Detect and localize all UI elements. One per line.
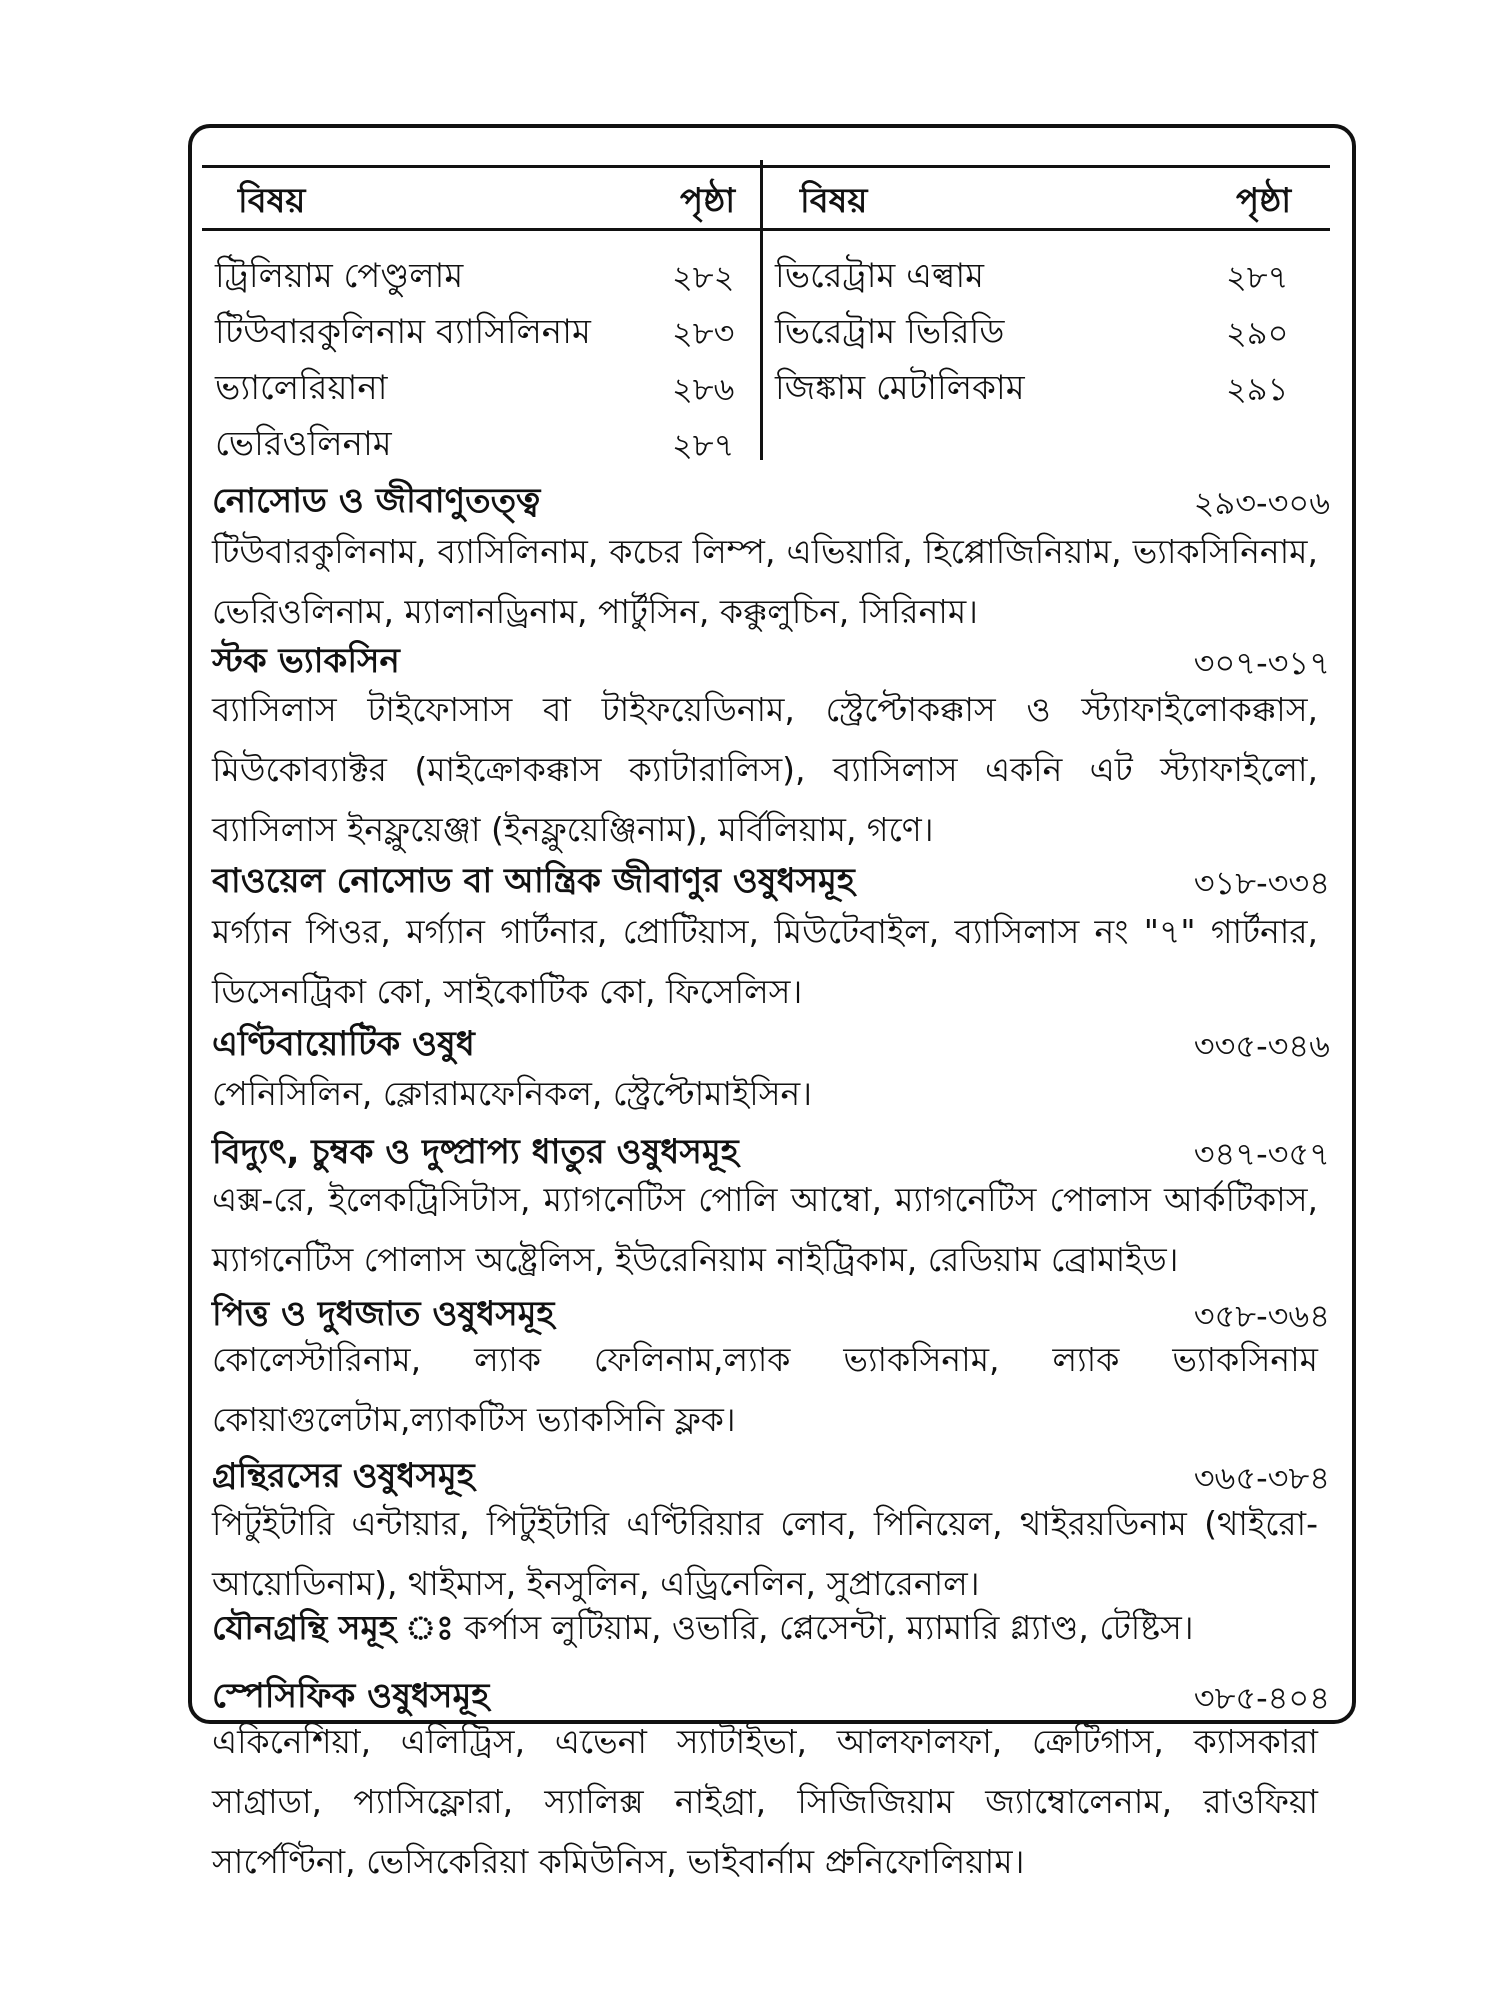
- toc-item-name: টিউবারকুলিনাম ব্যাসিলিনাম: [215, 312, 591, 352]
- section-title: পিত্ত ও দুধজাত ওষুধসমূহ: [212, 1294, 555, 1334]
- section-page-range: ৩১৮-৩৩৪: [1193, 864, 1330, 902]
- section-body: কোলেস্টারিনাম, ল্যাক ফেলিনাম,ল্যাক ভ্যাকসিনাম, ল্যাক ভ্যাকসিনাম কোয়াগুলেটাম,ল্যাকটিস ভ্যাকসিনি ফ্লক।: [212, 1340, 1318, 1439]
- section-body: পিটুইটারি এন্টায়ার, পিটুইটারি এণ্টিরিয়ার লোব, পিনিয়েল, থাইরয়ডিনাম (থাইরো-আয়োডিনাম), থাইমাস, ইনসুলিন, এড্রিনেলিন, সুপ্রারেনাল।: [212, 1504, 1318, 1603]
- section-page-range: ৩০৭-৩১৭: [1193, 644, 1330, 682]
- section-body: একিনেশিয়া, এলিট্রিস, এভেনা স্যাটাইভা, আলফালফা, ক্রেটিগাস, ক্যাসকারা সাগ্রাডা, প্যাসিফ্লোরা, স্যালিক্স নাইগ্রা, সিজিজিয়াম জ্যাম্বোলেনাম, রাওফিয়া সার্পেণ্টিনা, ভেসিকেরিয়া কমিউনিস, ভাইবার্নাম প্রুনিফোলিয়াম।: [212, 1722, 1318, 1881]
- toc-item-page: ২৮৭: [672, 426, 735, 464]
- section-body: ব্যাসিলাস টাইফোসাস বা টাইফয়েডিনাম, স্ট্রেপ্টোকক্কাস ও স্ট্যাফাইলোকক্কাস, মিউকোব্যাক্টর (মাইক্রোকক্কাস ক্যাটারালিস), ব্যাসিলাস একনি এট স্ট্যাফাইলো, ব্যাসিলাস ইনফ্লুয়েঞ্জা (ইনফ্লুয়েঞ্জিনাম), মর্বিলিয়াম, গণে।: [212, 690, 1318, 849]
- section-page-range: ৩৬৫-৩৮৪: [1193, 1459, 1330, 1497]
- section-title: নোসোড ও জীবাণুতত্ত্ব: [212, 481, 541, 521]
- toc-item-page: ২৮২: [672, 258, 735, 296]
- section-page-range: ৩৫৮-৩৬৪: [1193, 1297, 1330, 1335]
- toc-subject-header-left: বিষয়: [238, 181, 306, 221]
- toc-item-name: ভিরেট্রাম ভিরিডি: [775, 312, 1005, 352]
- gonad-body: কর্পাস লুটিয়াম, ওভারি, প্লেসেন্টা, ম্যামারি গ্ল্যাণ্ড, টেষ্টিস।: [464, 1608, 1194, 1647]
- section-page-range: ৩৪৭-৩৫৭: [1193, 1135, 1330, 1173]
- gonad-label: যৌনগ্রন্থি সমূহ ঃ: [212, 1608, 454, 1647]
- toc-item-name: জিঙ্কাম মেটালিকাম: [775, 368, 1025, 408]
- section-title: গ্রন্থিরসের ওষুধসমূহ: [212, 1456, 475, 1496]
- toc-item-page: ২৯১: [1226, 370, 1289, 408]
- section-page-range: ২৯৩-৩০৬: [1193, 484, 1330, 522]
- toc-header-rule: [202, 165, 1330, 231]
- toc-item-name: ভিরেট্রাম এল্বাম: [775, 256, 985, 296]
- section-body: এক্স-রে, ইলেকট্রিসিটাস, ম্যাগনেটিস পোলি আম্বো, ম্যাগনেটিস পোলাস আর্কটিকাস, ম্যাগনেটিস পোলাস অষ্ট্রেলিস, ইউরেনিয়াম নাইট্রিকাম, রেডিয়াম ব্রোমাইড।: [212, 1180, 1318, 1279]
- toc-item-page: ২৯০: [1226, 314, 1289, 352]
- toc-column-divider: [760, 160, 763, 460]
- section-title: বাওয়েল নোসোড বা আন্ত্রিক জীবাণুর ওষুধসমূহ: [212, 861, 855, 901]
- section-body: পেনিসিলিন, ক্লোরামফেনিকল, স্ট্রেপ্টোমাইসিন।: [212, 1074, 812, 1113]
- gonad-line: [212, 1602, 1318, 1658]
- toc-item-page: ২৮৬: [672, 370, 735, 408]
- toc-item-page: ২৮৭: [1226, 258, 1289, 296]
- section-title: স্টক ভ্যাকসিন: [212, 641, 400, 681]
- toc-subject-header-right: বিষয়: [800, 181, 868, 221]
- section-body: মর্গ্যান পিওর, মর্গ্যান গার্টনার, প্রোটিয়াস, মিউটেবাইল, ব্যাসিলাস নং "৭" গার্টনার, ডিসেনট্রিকা কো, সাইকোটিক কো, ফিসেলিস।: [212, 912, 1318, 1011]
- toc-item-page: ২৮৩: [672, 314, 735, 352]
- toc-item-name: ভেরিওলিনাম: [215, 424, 392, 464]
- section-body: টিউবারকুলিনাম, ব্যাসিলিনাম, কচের লিম্প, এভিয়ারি, হিপ্পোজিনিয়াম, ভ্যাকসিনিনাম, ভেরিওলিনাম, ম্যালানড্রিনাম, পার্টুসিন, কক্কুলুচিন, সিরিনাম।: [212, 532, 1318, 631]
- section-page-range: ৩৮৫-৪০৪: [1193, 1679, 1330, 1717]
- section-title: এণ্টিবায়োটিক ওষুধ: [212, 1024, 475, 1064]
- section-title: স্পেসিফিক ওষুধসমূহ: [212, 1676, 490, 1716]
- toc-page-header-left: পৃষ্ঠা: [680, 181, 736, 221]
- toc-item-name: ভ্যালেরিয়ানা: [215, 368, 388, 408]
- toc-page-header-right: পৃষ্ঠা: [1236, 181, 1292, 221]
- section-title: বিদ্যুৎ, চুম্বক ও দুষ্প্রাপ্য ধাতুর ওষুধসমূহ: [212, 1132, 739, 1172]
- toc-item-name: ট্রিলিয়াম পেণ্ডুলাম: [215, 256, 464, 296]
- section-page-range: ৩৩৫-৩৪৬: [1193, 1027, 1330, 1065]
